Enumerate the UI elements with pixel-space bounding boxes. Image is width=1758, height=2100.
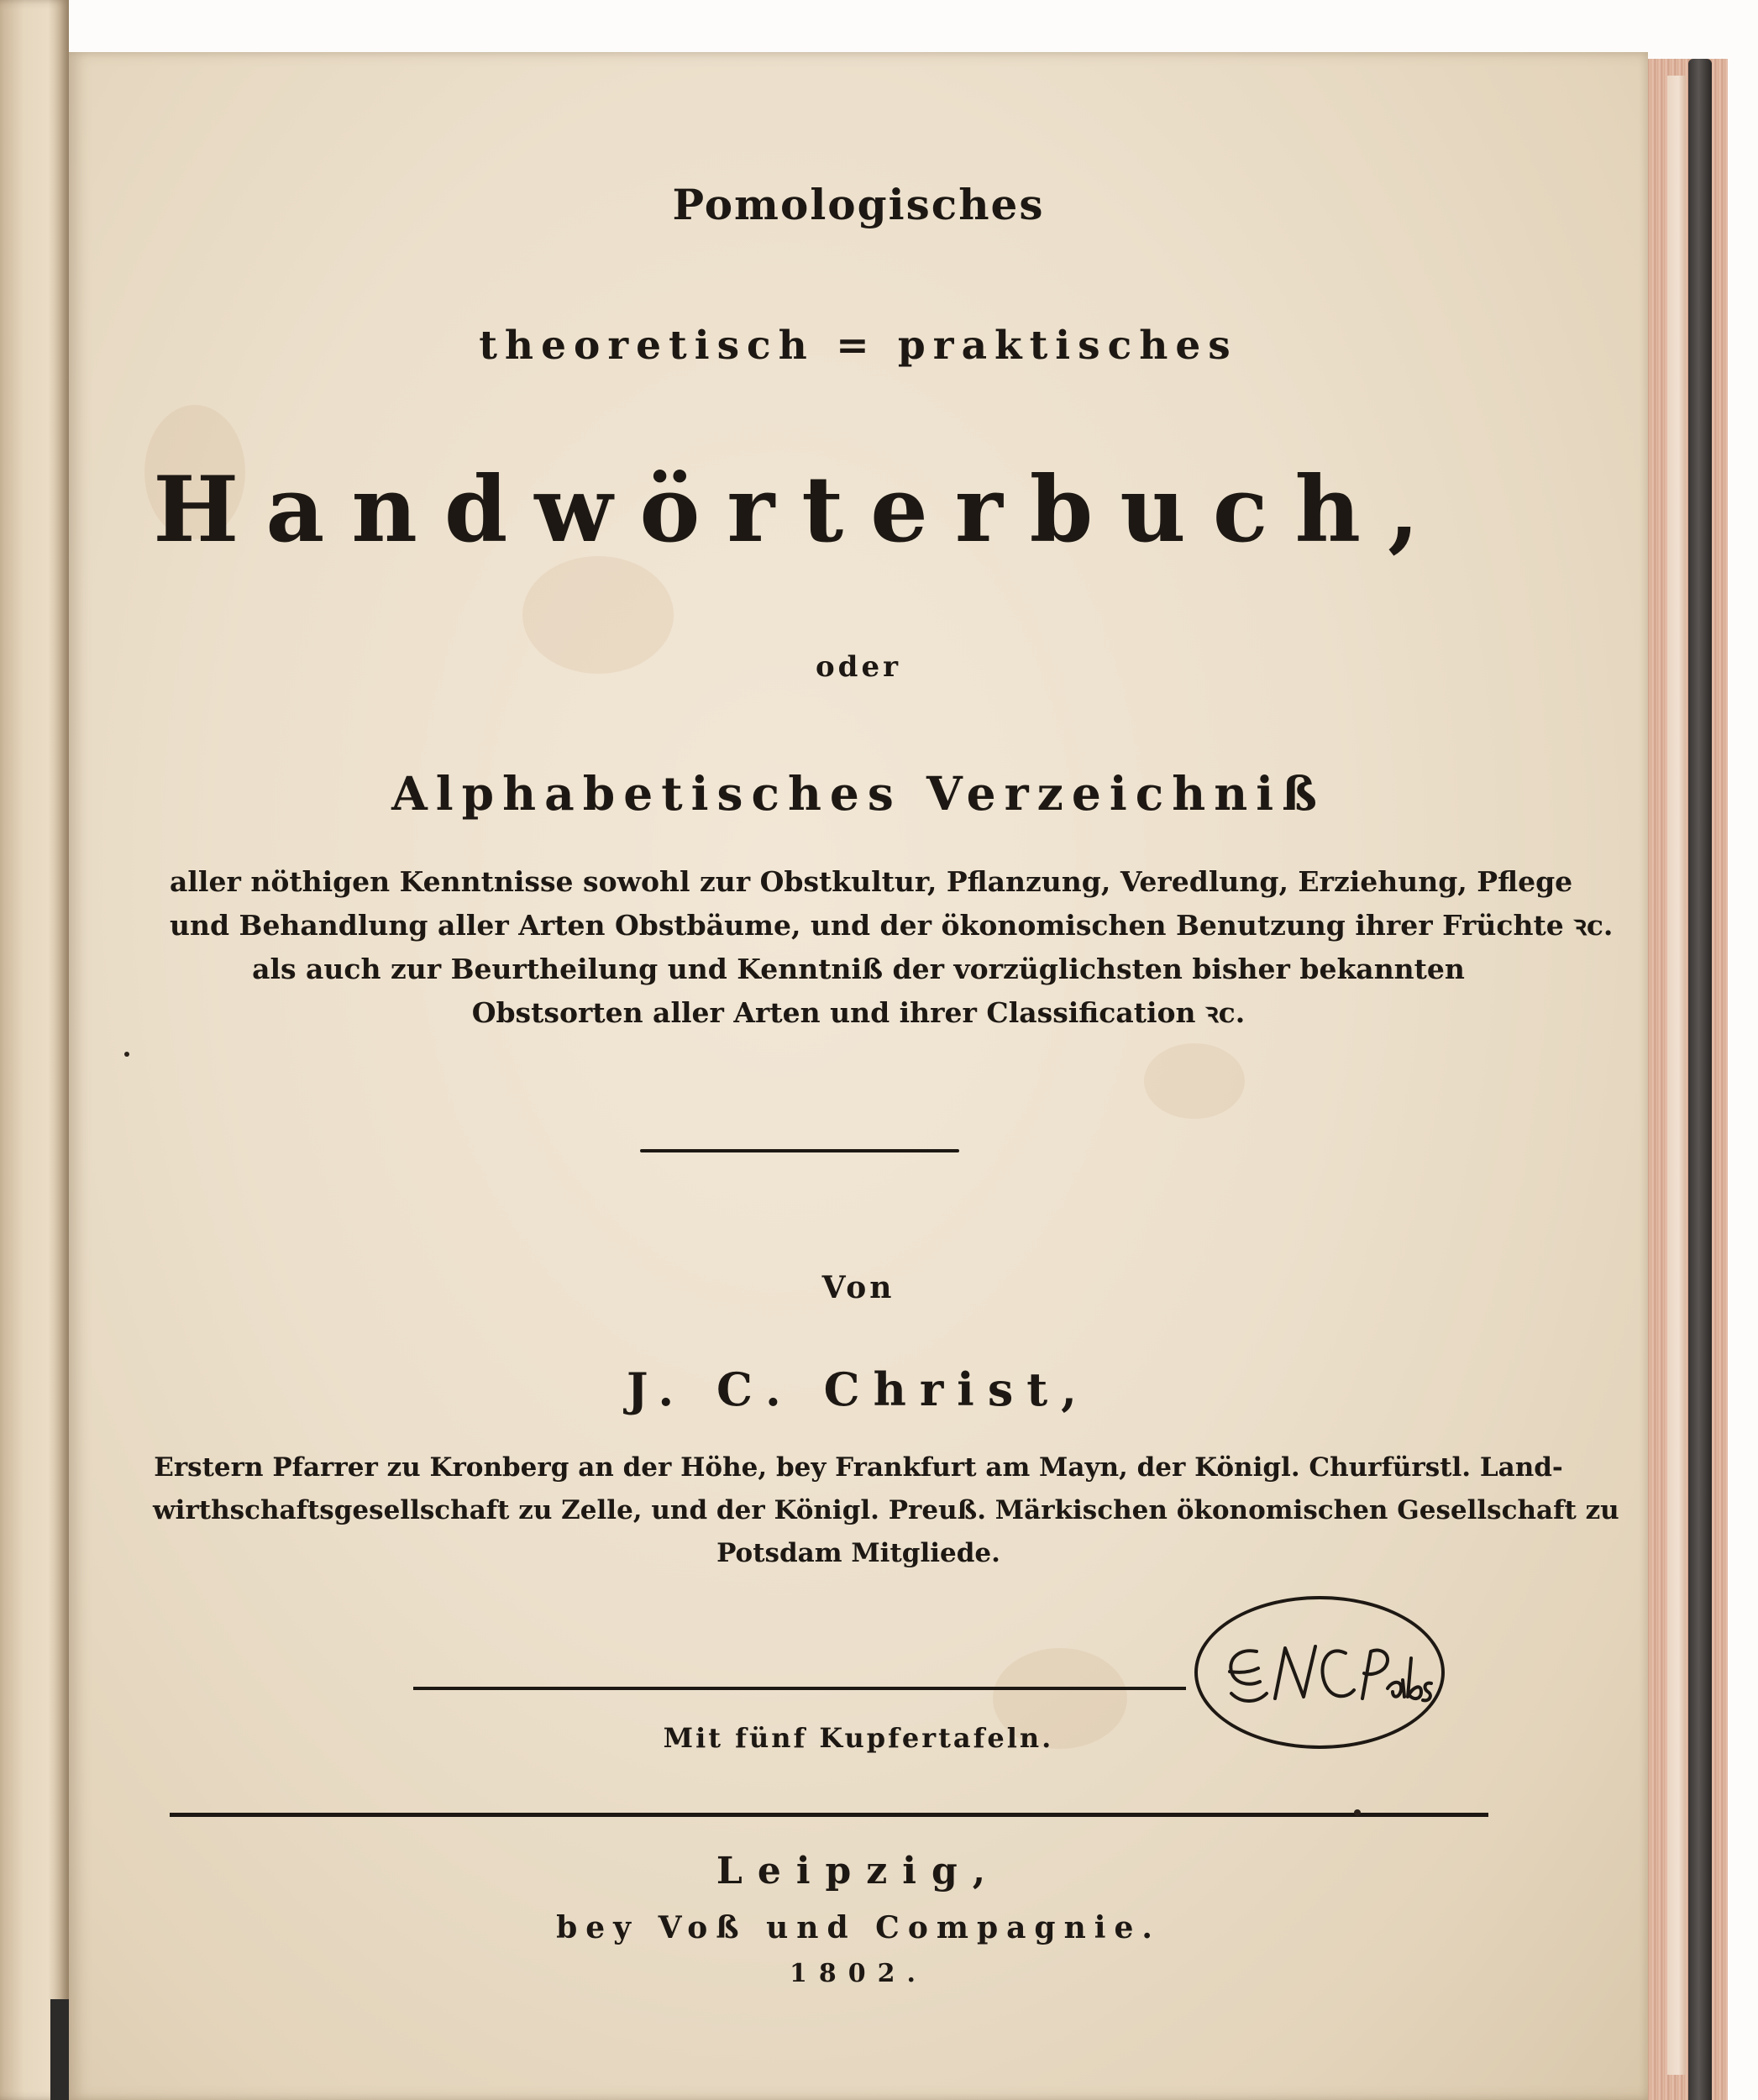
title-line-pomologisches: Pomologisches <box>672 180 1045 229</box>
affiliation-line: Potsdam Mitgliede. <box>716 1538 1000 1568</box>
divider-rule <box>413 1687 1186 1690</box>
facing-page-edge <box>0 0 69 2100</box>
author-name: J. C. Christ, <box>627 1362 1090 1416</box>
plates-note: Mit fünf Kupfertafeln. <box>663 1722 1054 1754</box>
description-line: Obstsorten aller Arten und ihrer Classification ꝛc. <box>471 996 1246 1029</box>
connector-oder: oder <box>816 650 901 684</box>
affiliation-line: wirthschaftsgesellschaft zu Zelle, und der Königl. Preuß. Märkischen ökonomischen Gesellschaft zu <box>153 1495 1619 1525</box>
affiliation-block <box>153 1446 1619 1575</box>
imprint-publisher: bey Voß und Compagnie. <box>556 1910 1161 1945</box>
title-line-theoretisch: theoretisch = praktisches <box>479 323 1238 369</box>
imprint-place: Leipzig, <box>716 1850 1001 1893</box>
main-title: Handwörterbuch, <box>153 457 1446 563</box>
divider-rule <box>640 1149 959 1152</box>
ink-speck <box>1354 1809 1361 1816</box>
divider-rule <box>170 1813 1488 1817</box>
description-line: als auch zur Beurtheilung und Kenntniß der vorzüglichsten bisher bekannten <box>252 953 1465 985</box>
ink-speck <box>124 1052 129 1057</box>
foxing-stain <box>1144 1043 1245 1119</box>
page-edge-highlight <box>1667 76 1686 2075</box>
affiliation-line: Erstern Pfarrer zu Kronberg an der Höhe, bey Frankfurt am Mayn, der Königl. Churfürstl. Land- <box>154 1452 1563 1483</box>
title-page <box>69 52 1648 2100</box>
description-line: aller nöthigen Kenntnisse sowohl zur Obstkultur, Pflanzung, Veredlung, Erziehung, Pflege <box>170 865 1573 898</box>
book-spine-edge <box>1688 59 1712 2100</box>
by-label: Von <box>821 1270 895 1305</box>
description-block <box>170 860 1614 1035</box>
imprint-year: 1802. <box>790 1959 927 1988</box>
description-line: und Behandlung aller Arten Obstbäume, und der ökonomischen Benutzung ihrer Früchte ꝛc. <box>170 909 1614 942</box>
subtitle: Alphabetisches Verzeichniß <box>391 766 1325 821</box>
